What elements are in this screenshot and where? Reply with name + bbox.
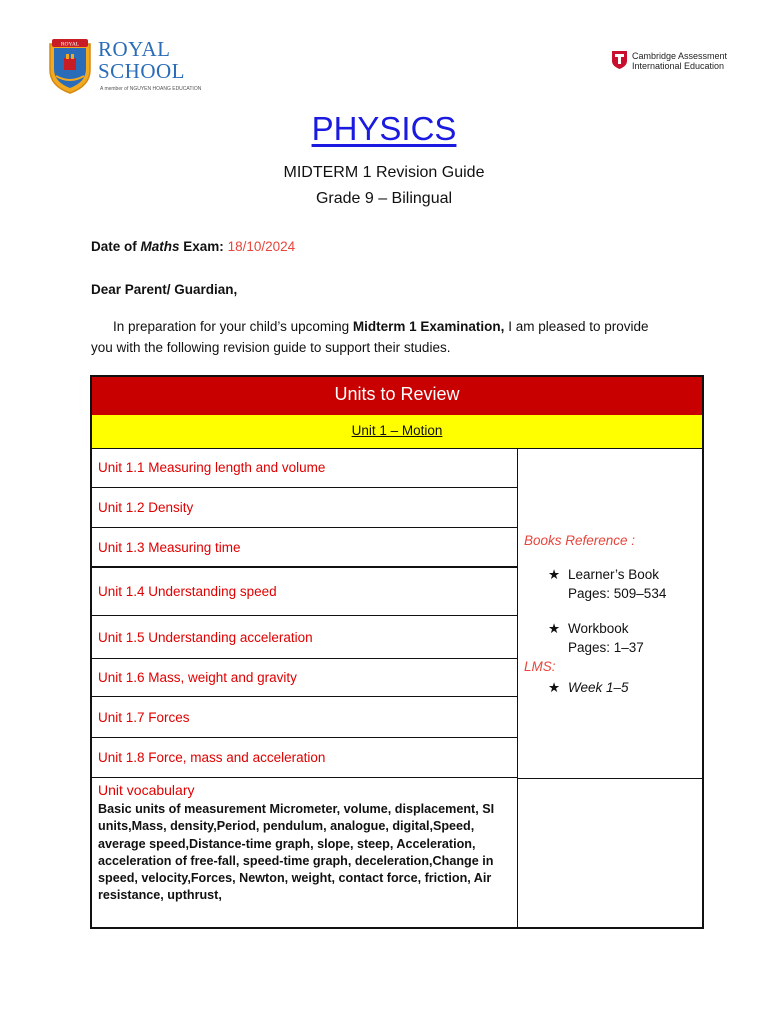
unit-label: Unit 1.8 Force, mass and acceleration	[98, 750, 326, 765]
table-header: Units to Review	[92, 377, 702, 416]
books-reference-label: Books Reference :	[524, 533, 636, 548]
unit-label: Unit 1.3 Measuring time	[98, 539, 241, 555]
learners-book-pages: Pages: 509–534	[568, 586, 667, 601]
unit-heading-text: Unit 1 – Motion	[351, 423, 443, 438]
star-icon: ★	[548, 567, 561, 582]
unit-row	[92, 448, 517, 488]
learners-book-title: Learner’s Book	[568, 567, 660, 582]
unit-row	[92, 616, 517, 659]
date-label-subject: Maths	[140, 239, 180, 254]
intro-after: I am pleased to provide you with the following revision guide to support their studies.	[91, 319, 649, 355]
unit-row	[92, 659, 517, 697]
row-divider	[517, 778, 702, 779]
cambridge-shield-icon	[612, 51, 627, 69]
unit-row	[92, 528, 517, 568]
crest-text: ROYAL	[60, 41, 80, 48]
cambridge-line2: International Education	[632, 61, 725, 71]
unit-row	[92, 488, 517, 528]
vocabulary-cell	[98, 782, 513, 905]
units-table	[90, 375, 704, 929]
school-tagline: A member of NGUYEN HOANG EDUCATION	[100, 86, 202, 92]
school-name-line1: ROYAL	[98, 37, 171, 61]
unit-label: Unit 1.4 Understanding speed	[98, 584, 277, 599]
unit-heading	[92, 415, 702, 449]
page-title: PHYSICS	[311, 110, 457, 147]
unit-label: Unit 1.5 Understanding acceleration	[98, 629, 313, 645]
greeting: Dear Parent/ Guardian,	[91, 282, 238, 297]
lms-week: Week 1–5	[568, 680, 629, 695]
lms-label: LMS:	[524, 659, 556, 674]
unit-row	[92, 738, 517, 778]
unit-label: Unit 1.7 Forces	[98, 709, 190, 725]
column-divider	[517, 448, 518, 927]
date-label-suffix: Exam:	[179, 239, 224, 254]
star-icon: ★	[548, 621, 561, 636]
intro-before: In preparation for your child’s upcoming	[113, 319, 353, 334]
vocab-label: Unit vocabulary	[98, 782, 195, 798]
unit-label: Unit 1.1 Measuring length and volume	[98, 460, 326, 475]
unit-label: Unit 1.6 Mass, weight and gravity	[98, 670, 297, 685]
workbook-title: Workbook	[568, 621, 629, 636]
royal-school-logo	[46, 36, 202, 96]
star-icon: ★	[548, 680, 561, 695]
unit-label: Unit 1.2 Density	[98, 500, 194, 515]
intro-bold: Midterm 1 Examination,	[352, 319, 505, 334]
school-name-line2: SCHOOL	[98, 59, 186, 83]
vocab-body: Basic units of measurement Micrometer, volume, displacement, SI units,Mass, density,Period, pendulum, analogue, digital,Speed, average speed,Distance-time graph, slope, steep, Acceleration, acceleration of free-fall, speed-time graph, deceleration,Change in speed, velocity,Forces, Newton, weight, contact force, friction, Air resistance, upthrust,	[98, 802, 495, 903]
date-label-prefix: Date of	[91, 239, 141, 254]
cambridge-line1: Cambridge Assessment	[632, 51, 728, 61]
intro-paragraph	[91, 316, 666, 358]
subtitle-line2: Grade 9 – Bilingual	[315, 190, 453, 207]
subtitle-line1: MIDTERM 1 Revision Guide	[283, 164, 485, 181]
exam-date-value: 18/10/2024	[223, 239, 296, 254]
exam-date-line	[91, 239, 295, 254]
school-crest-icon	[46, 36, 94, 94]
workbook-pages: Pages: 1–37	[568, 640, 644, 655]
unit-row	[92, 697, 517, 738]
unit-row	[92, 568, 517, 616]
